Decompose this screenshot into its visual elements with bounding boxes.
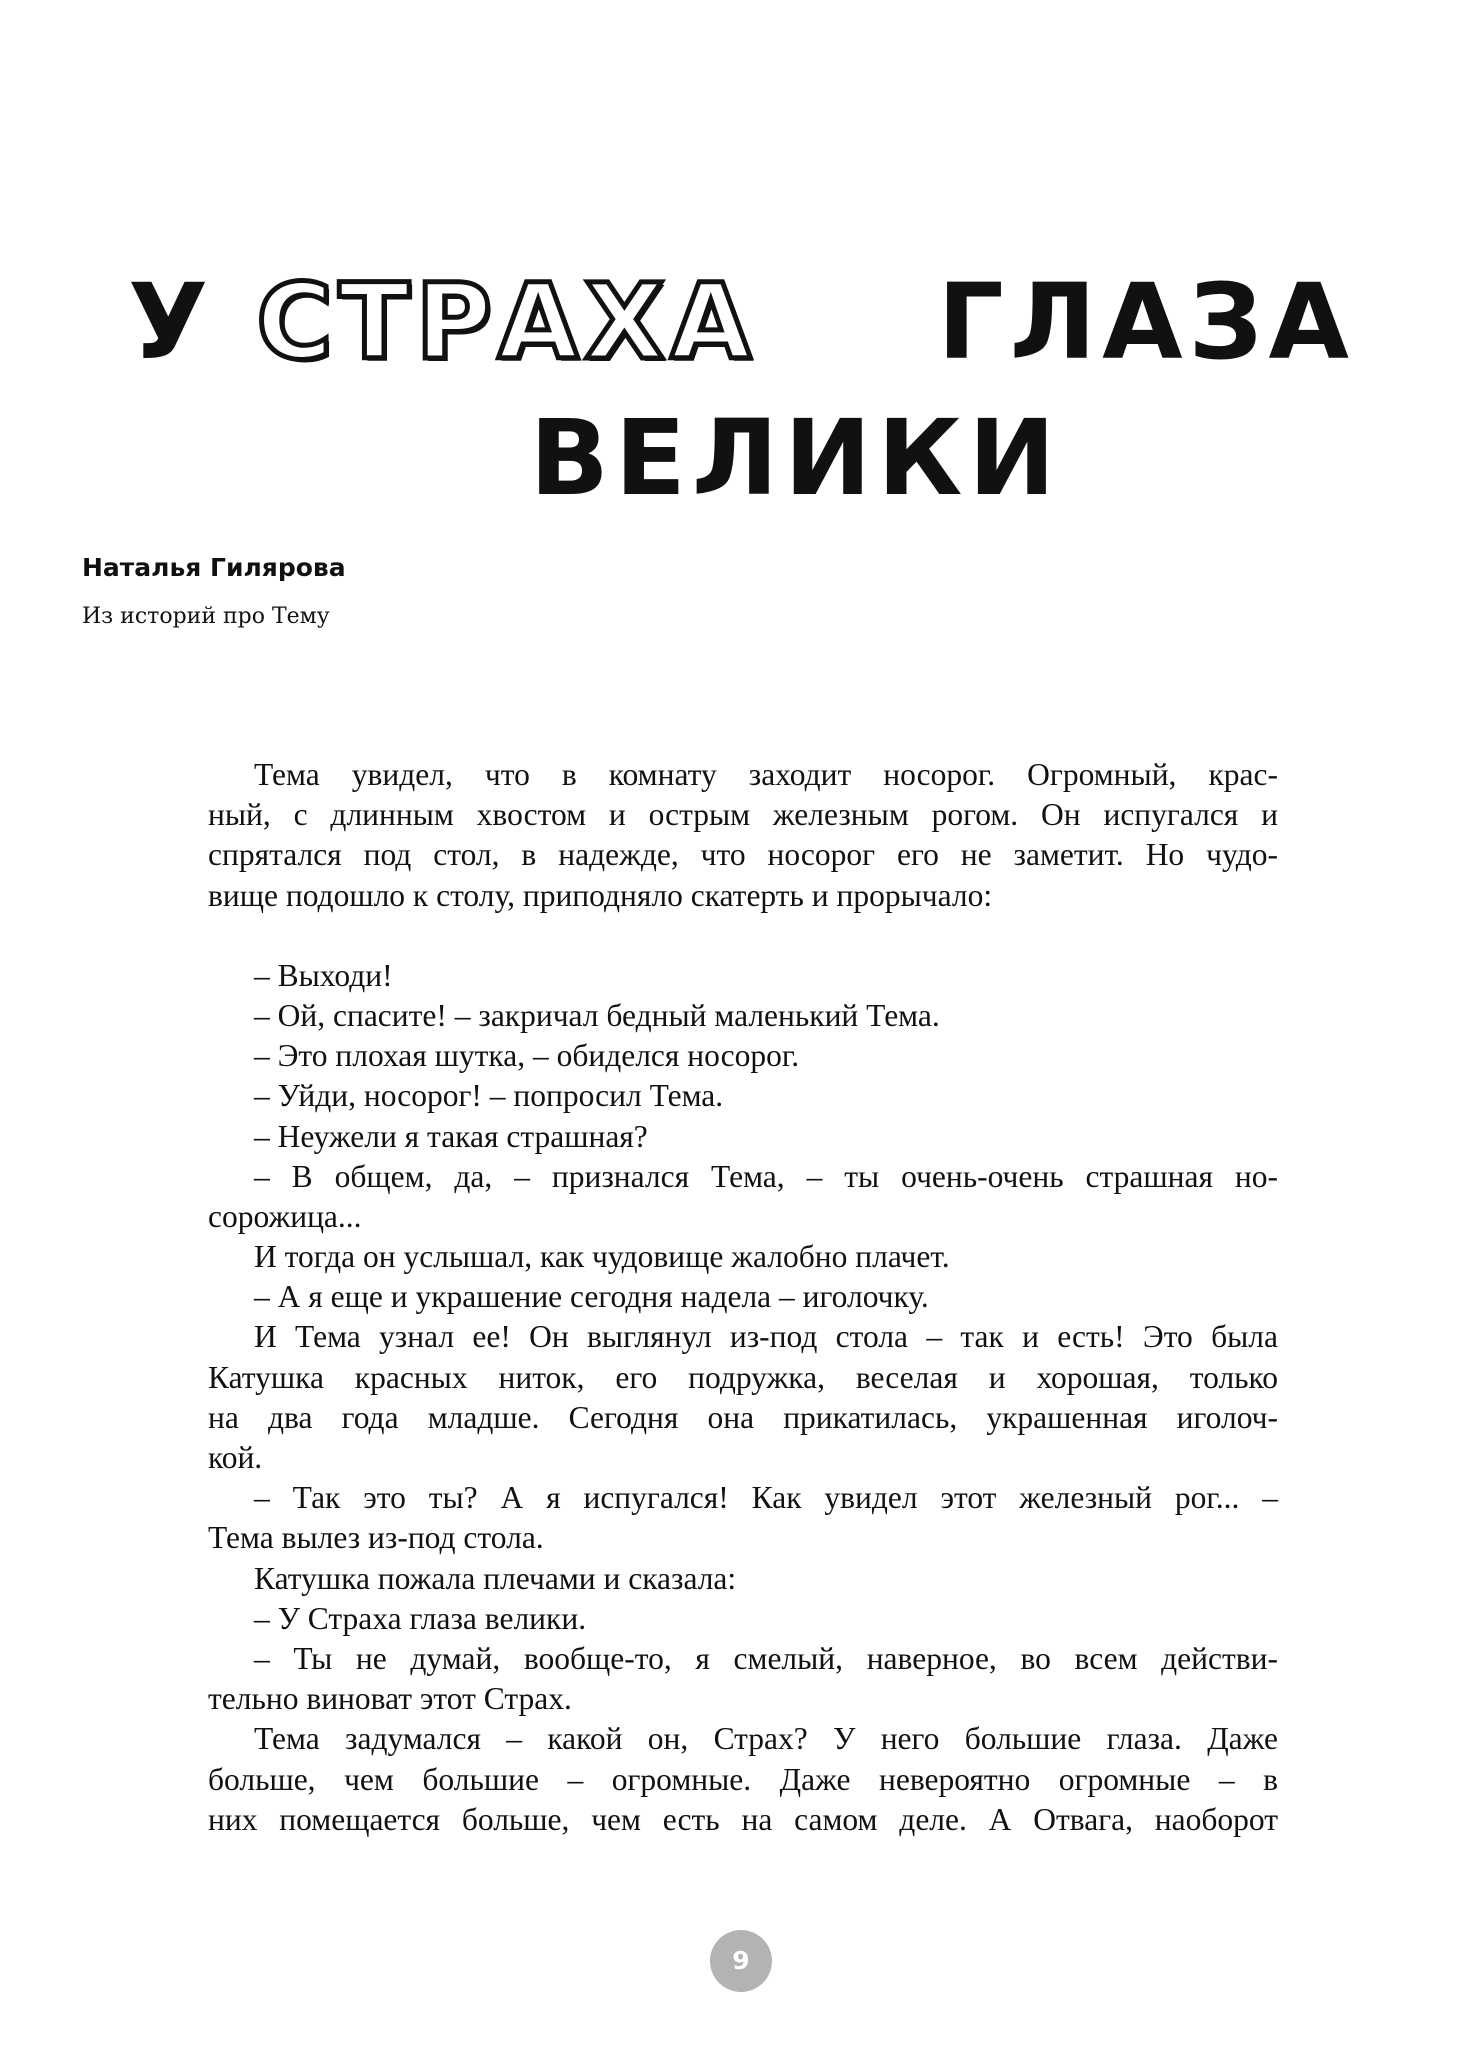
dialog-line: Тема вылез из-под стола.	[208, 1520, 544, 1556]
dialog-line: – Это плохая шутка, – обиделся носорог.	[254, 1038, 800, 1074]
dialog-line: сорожица...	[208, 1198, 362, 1234]
story-body	[208, 755, 1278, 1840]
dialog-line: – Ты не думай, вообще-то, я смелый, наверное, во всем действи-	[254, 1640, 1278, 1676]
title-word-strakha: СТРАХА	[256, 261, 758, 383]
dialog-line: И Тема узнал ее! Он выглянул из-под стола – так и есть! Это была	[254, 1319, 1278, 1355]
title-word-veliki: ВЕЛИКИ	[529, 397, 1062, 519]
dialog-line: – Так это ты? А я испугался! Как увидел этот железный рог... –	[254, 1480, 1278, 1516]
dialog-line: И тогда он услышал, как чудовище жалобно плачет.	[254, 1239, 950, 1275]
dialog-line: – Ой, спасите! – закричал бедный маленький Тема.	[254, 997, 940, 1033]
title-word-u: У	[127, 261, 215, 383]
dialog-line: кой.	[208, 1440, 263, 1475]
dialog-line: – Выходи!	[254, 957, 393, 993]
dialog-line: на два года младше. Сегодня она прикатилась, украшенная иголоч-	[208, 1399, 1278, 1435]
chapter-title-line-2	[54, 398, 1483, 518]
dialog-line: Катушка пожала плечами и сказала:	[254, 1560, 737, 1596]
dialog-line: – А я еще и украшение сегодня надела – иголочку.	[254, 1279, 929, 1315]
dialog-line: тельно виноват этот Страх.	[208, 1681, 572, 1717]
dialog-line: Катушка красных ниток, его подружка, веселая и хорошая, только	[208, 1359, 1278, 1395]
dialog-line: Тема задумался – какой он, Страх? У него большие глаза. Даже	[254, 1721, 1278, 1757]
title-word-glaza: ГЛАЗА	[937, 261, 1355, 383]
body-line: ный, с длинным хвостом и острым железным рогом. Он испугался и	[208, 797, 1278, 833]
dialog-line: них помещается больше, чем есть на самом деле. А Отвага, наоборот	[208, 1801, 1278, 1837]
dialog-line: больше, чем большие – огромные. Даже невероятно огромные – в	[208, 1761, 1278, 1797]
dialog-line: – В общем, да, – признался Тема, – ты очень-очень страшная но-	[254, 1158, 1278, 1194]
chapter-title-line-1	[0, 262, 1483, 382]
body-line: вище подошло к столу, приподняло скатерть и прорычало:	[208, 877, 993, 913]
dialog-line: – Неужели я такая страшная?	[254, 1118, 648, 1154]
story-subtitle: Из историй про Тему	[82, 604, 330, 629]
dialog-line: – У Страха глаза велики.	[254, 1600, 587, 1636]
body-line: Тема увидел, что в комнату заходит носорог. Огромный, крас-	[254, 757, 1278, 792]
body-line: спрятался под стол, в надежде, что носорог его не заметит. Но чудо-	[208, 837, 1278, 873]
page-number-badge: 9	[710, 1930, 772, 1992]
author-name: Наталья Гилярова	[82, 553, 346, 582]
dialog-line: – Уйди, носорог! – попросил Тема.	[254, 1078, 724, 1114]
